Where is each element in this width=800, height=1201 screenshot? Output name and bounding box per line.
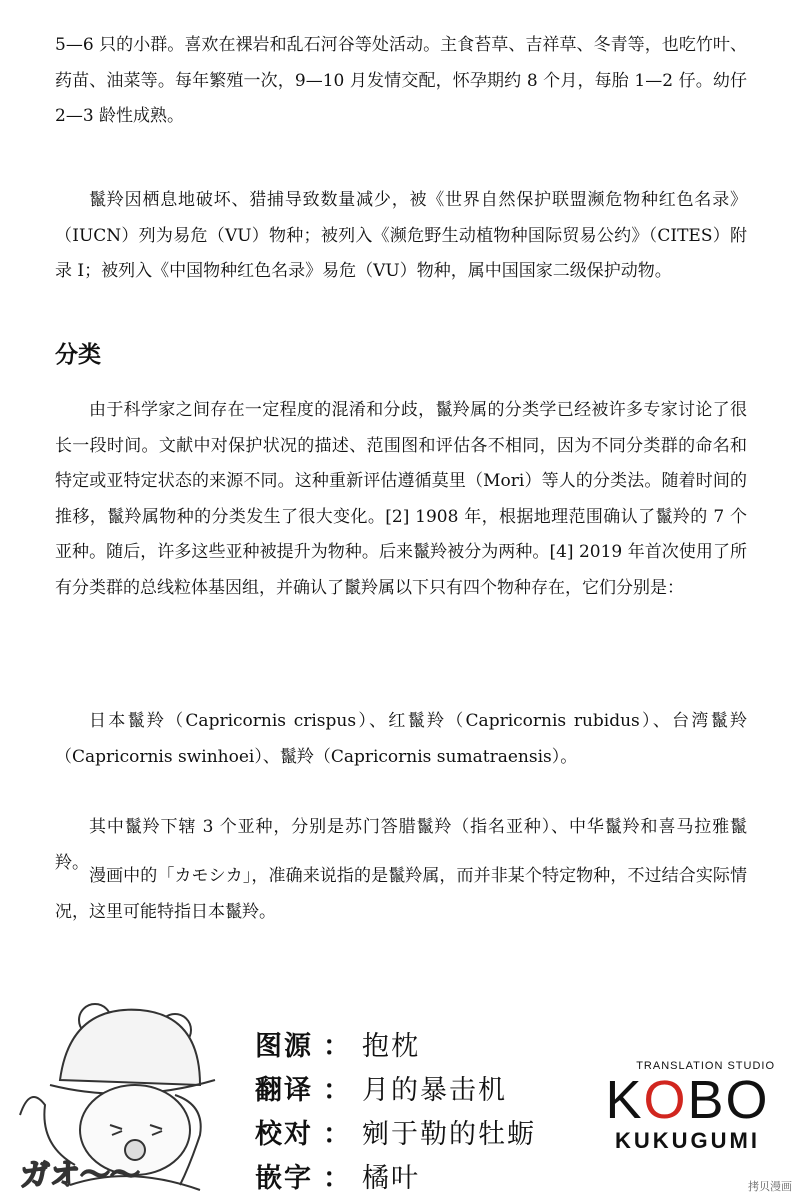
watermark: 拷贝漫画 — [748, 1180, 792, 1193]
paragraph-taxonomy: 由于科学家之间存在一定程度的混淆和分歧，鬣羚属的分类学已经被许多专家讨论了很长一段时间。文献中对保护状况的描述、范围图和评估各不相同，因为不同分类群的命名和特定或亚特定状态的来源不同。这种重新评估遵循莫里（Mori）等人的分类法。随着时间的推移，鬣羚属物种的分类发生了很大变化。[2] 1908 年，根据地理范围确认了鬣羚的 7 个亚种。随后，许多这些亚种被提升为物种。后来鬣羚被分为两种。[4] 2019 年首次使用了所有分类群的总线粒体基因组，并确认了鬛羚属以下只有四个物种存在，它们分别是： — [55, 400, 747, 598]
logo-letter: O — [725, 1070, 770, 1130]
paragraph-conservation: 鬣羚因栖息地破坏、猎捕导致数量减少，被《世界自然保护联盟濒危物种红色名录》（IUCN）列为易危（VU）物种；被列入《濒危野生动植物种国际贸易公约》（CITES）附录 I；被列入《中国物种红色名录》易危（VU）物种，属中国国家二级保护动物。 — [55, 190, 747, 281]
illustration-roar-text: ガオ〜〜 — [20, 1158, 140, 1193]
credit-row-proofreading: 校对 ： 剜于勒的牡蛎 — [255, 1119, 536, 1150]
paragraph-habits: 5—6 只的小群。喜欢在裸岩和乱石河谷等处活动。主食苔草、吉祥草、冬青等，也吃竹叶、药苗、油菜等。每年繁殖一次，9—10 月发情交配，怀孕期约 8 个月，每胎 1—2 仔。幼仔 2—3 龄性成熟。 — [55, 35, 747, 126]
section-heading-classification: 分类 — [55, 342, 101, 368]
logo-letter: B — [687, 1070, 726, 1130]
credit-row-source: 图源 ： 抱枕 — [255, 1031, 420, 1062]
logo-kobo-text — [590, 1072, 785, 1128]
credit-row-typesetting: 嵌字 ： 橘叶 — [255, 1163, 420, 1194]
logo-studio-text: TRANSLATION STUDIO — [636, 1060, 775, 1072]
chibi-character-illustration — [0, 985, 230, 1200]
paragraph-species-list: 日本鬣羚（Capricornis crispus）、红鬣羚（Capricornis rubidus）、台湾鬣羚（Capricornis swinhoei）、鬣羚（Capricornis sumatraensis）。 — [55, 711, 747, 767]
paragraph-manga-note: 漫画中的「カモシカ」，准确来说指的是鬣羚属，而并非某个特定物种，不过结合实际情况，这里可能特指日本鬣羚。 — [55, 866, 747, 922]
logo-kukugumi-text: KUKUGUMI — [615, 1128, 760, 1153]
logo-letter: O — [643, 1070, 688, 1130]
paragraph-subspecies: 其中鬣羚下辖 3 个亚种，分别是苏门答腊鬣羚（指名亚种）、中华鬣羚和喜马拉雅鬣羚。 — [55, 817, 747, 873]
logo-letter: K — [605, 1070, 644, 1130]
credit-row-translation: 翻译 ： 月的暴击机 — [255, 1075, 507, 1106]
credits-block — [255, 1025, 575, 1201]
studio-logo — [590, 1060, 785, 1154]
